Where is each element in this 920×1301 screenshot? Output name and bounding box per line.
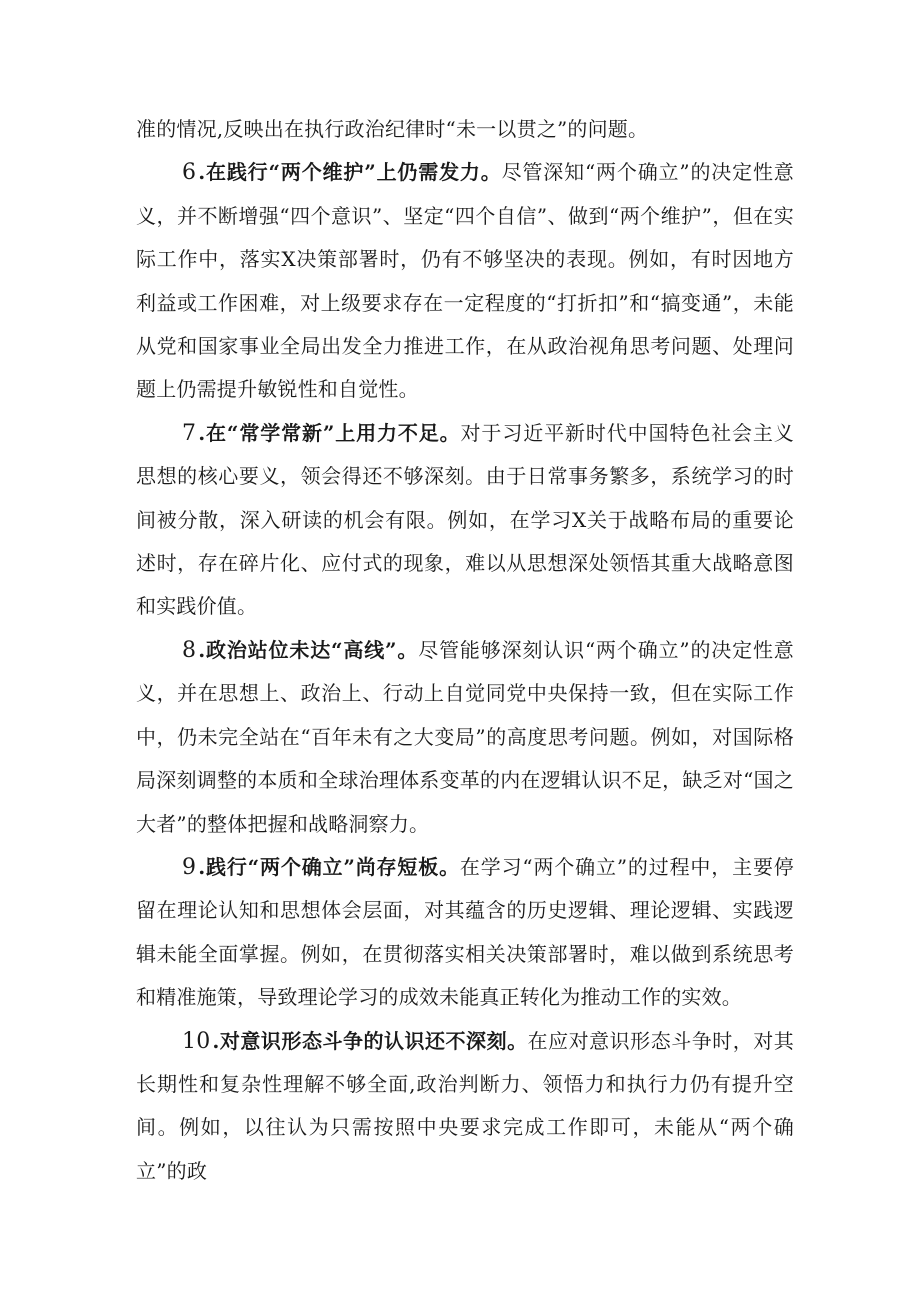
paragraph-continuation xyxy=(136,108,794,151)
document-body xyxy=(136,108,794,1193)
item-number: 10 xyxy=(182,1028,211,1054)
item-number: 7 xyxy=(182,420,197,446)
item-heading: .在践行“两个维护”上仍需发力。 xyxy=(198,160,502,185)
item-heading: .对意识形态斗争的认识还不深刻。 xyxy=(212,1028,528,1053)
paragraph-item-10 xyxy=(136,1020,794,1194)
item-heading: .在“常学常新”上用力不足。 xyxy=(198,420,461,445)
paragraph-body: 在应对意识形态斗争时，对其长期性和复杂性理解不够全面,政治判断力、领悟力和执行力仍有提升空间。例如，以往认为只需按照中央要求完成工作即可，未能从“两个确立”的政 xyxy=(136,1028,794,1183)
item-number: 9 xyxy=(182,854,197,880)
item-number: 6 xyxy=(182,160,197,186)
item-heading: .政治站位未达“高线”。 xyxy=(198,637,419,662)
paragraph-body: 在学习“两个确立”的过程中，主要停留在理论认知和思想体会层面，对其蕴含的历史逻辑、理论逻辑、实践逻辑未能全面掌握。例如，在贯彻落实相关决策部署时，难以做到系统思考和精准施策，导致理论学习的成效未能真正转化为推动工作的实效。 xyxy=(136,854,794,1010)
paragraph-body: 尽管深知“两个确立”的决定性意义，并不断增强“四个意识”、坚定“四个自信”、做到“两个维护”，但在实际工作中，落实X决策部署时，仍有不够坚决的表现。例如，有时因地方利益或工作困难，对上级要求存在一定程度的“打折扣”和“搞变通”，未能从党和国家事业全局出发全力推进工作，在从政治视角思考问题、处理问题上仍需提升敏锐性和自觉性。 xyxy=(136,160,795,402)
paragraph-item-8 xyxy=(136,629,794,846)
paragraph-body: 对于习近平新时代中国特色社会主义思想的核心要义，领会得还不够深刻。由于日常事务繁多，系统学习的时间被分散，深入研读的机会有限。例如，在学习X关于战略布局的重要论述时，存在碎片化、应付式的现象，难以从思想深处领悟其重大战略意图和实践价值。 xyxy=(136,420,794,619)
paragraph-item-6 xyxy=(136,151,794,411)
paragraph-body: 准的情况,反映出在执行政治纪律时“未一以贯之”的问题。 xyxy=(136,117,649,141)
item-heading: .践行“两个确立”尚存短板。 xyxy=(198,854,460,879)
paragraph-body: 尽管能够深刻认识“两个确立”的决定性意义，并在思想上、政治上、行动上自觉同党中央保持一致，但在实际工作中，仍未完全站在“百年未有之大变局”的高度思考问题。例如，对国际格局深刻调整的本质和全球治理体系变革的内在逻辑认识不足，缺乏对“国之大者”的整体把握和战略洞察力。 xyxy=(136,637,795,836)
paragraph-item-7 xyxy=(136,412,794,629)
paragraph-item-9 xyxy=(136,846,794,1020)
item-number: 8 xyxy=(182,637,197,663)
